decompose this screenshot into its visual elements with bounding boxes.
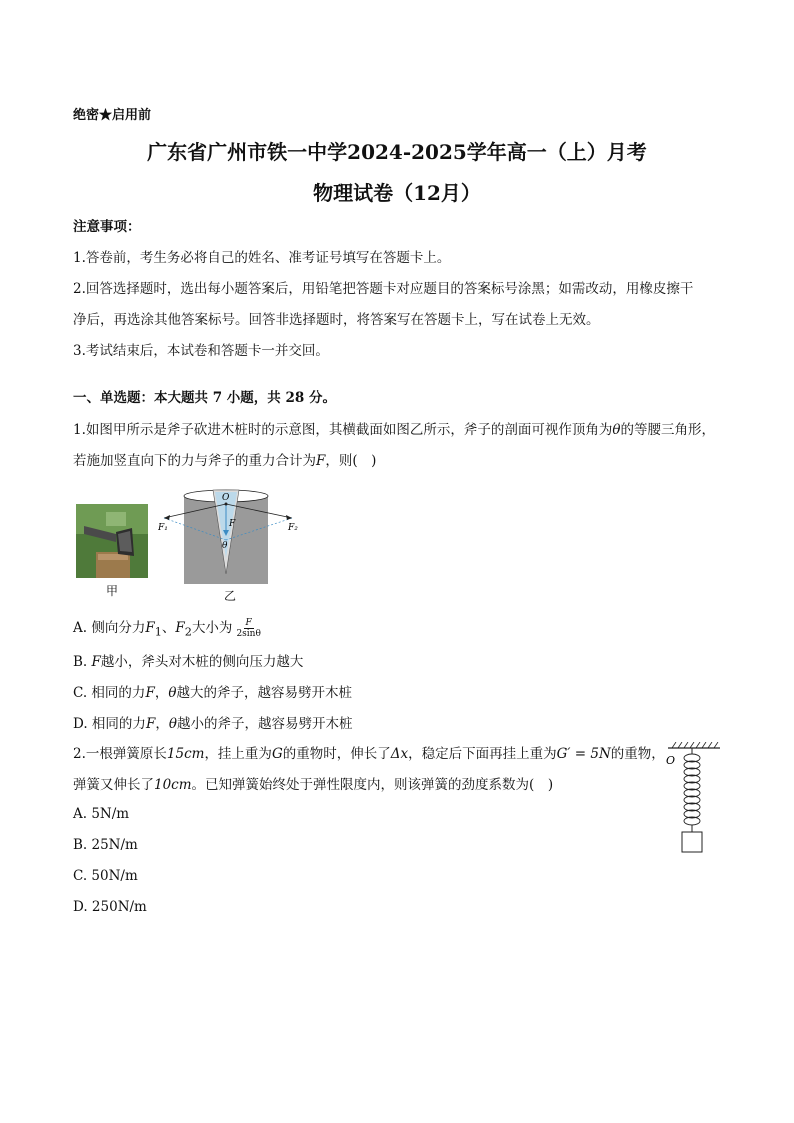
cross-section-diagram [158, 488, 304, 588]
spring-origin-label: O [666, 754, 676, 767]
spring-svg [664, 742, 724, 856]
q1-option-a[interactable]: A. 侧向分力$F_1$、$F_2$大小为 $\frac{F}{2\sin\theta}$ [73, 618, 261, 639]
fraction-expression: $\frac{F}{2\sin\theta}$ [236, 618, 261, 639]
q1-option-b[interactable]: B. F越小，斧头对木桩的侧向压力越大 [73, 654, 304, 670]
force-F-label: F [229, 519, 236, 529]
angle-theta-label: θ [222, 541, 228, 551]
notice-item-2: 2.回答选择题时，选出每小题答案后，用铅笔把答题卡对应题目的答案标号涂黑；如需改动，用橡皮擦干 [73, 281, 694, 297]
exam-title: 广东省广州市铁一中学2024-2025学年高一（上）月考 [147, 140, 647, 164]
section-heading: 一、单选题：本大题共 7 小题，共 28 分。 [73, 390, 336, 406]
spring-diagram [664, 742, 724, 856]
secret-label: 绝密★启用前 [73, 108, 152, 123]
axe-photo [76, 504, 148, 578]
notice-item-2-cont: 净后，再选涂其他答案标号。回答非选择题时，将答案写在答题卡上，写在试卷上无效。 [73, 312, 600, 328]
q1-stem-line1: 1.如图甲所示是斧子砍进木桩时的示意图，其横截面如图乙所示，斧子的剖面可视作顶角为θ的等腰三角形， [73, 422, 716, 438]
force-F1-label: F₁ [158, 523, 168, 533]
axe-photo-image [76, 504, 148, 578]
notice-item-3: 3.考试结束后，本试卷和答题卡一并交回。 [73, 343, 329, 359]
q1-option-d[interactable]: D. 相同的力F，θ越小的斧子，越容易劈开木桩 [73, 716, 353, 732]
q1-option-c[interactable]: C. 相同的力F，θ越大的斧子，越容易劈开木桩 [73, 685, 352, 701]
q2-option-c[interactable]: C. 50N/m [73, 868, 138, 884]
q2-stem-line1: 2.一根弹簧原长15cm，挂上重为G的重物时，伸长了Δx，稳定后下面再挂上重为G′ = 5N的重物， [73, 746, 665, 762]
fig-yi-caption: 乙 [224, 589, 237, 603]
force-F2-label: F₂ [288, 523, 298, 533]
notice-heading: 注意事项： [73, 219, 141, 235]
point-O-label: O [222, 493, 230, 503]
cross-section-svg [158, 488, 304, 588]
fig-jia-caption: 甲 [106, 584, 119, 598]
q2-option-a[interactable]: A. 5N/m [73, 806, 130, 822]
q2-option-d[interactable]: D. 250N/m [73, 899, 147, 915]
notice-item-1: 1.答卷前，考生务必将自己的姓名、准考证号填写在答题卡上。 [73, 250, 451, 266]
exam-subtitle: 物理试卷（12月） [313, 181, 481, 205]
q1-stem-line2: 若施加竖直向下的力与斧子的重力合计为F，则( ) [73, 453, 377, 469]
q2-option-b[interactable]: B. 25N/m [73, 837, 138, 853]
q2-stem-line2: 弹簧又伸长了10cm。已知弹簧始终处于弹性限度内，则该弹簧的劲度系数为( ) [73, 777, 554, 793]
